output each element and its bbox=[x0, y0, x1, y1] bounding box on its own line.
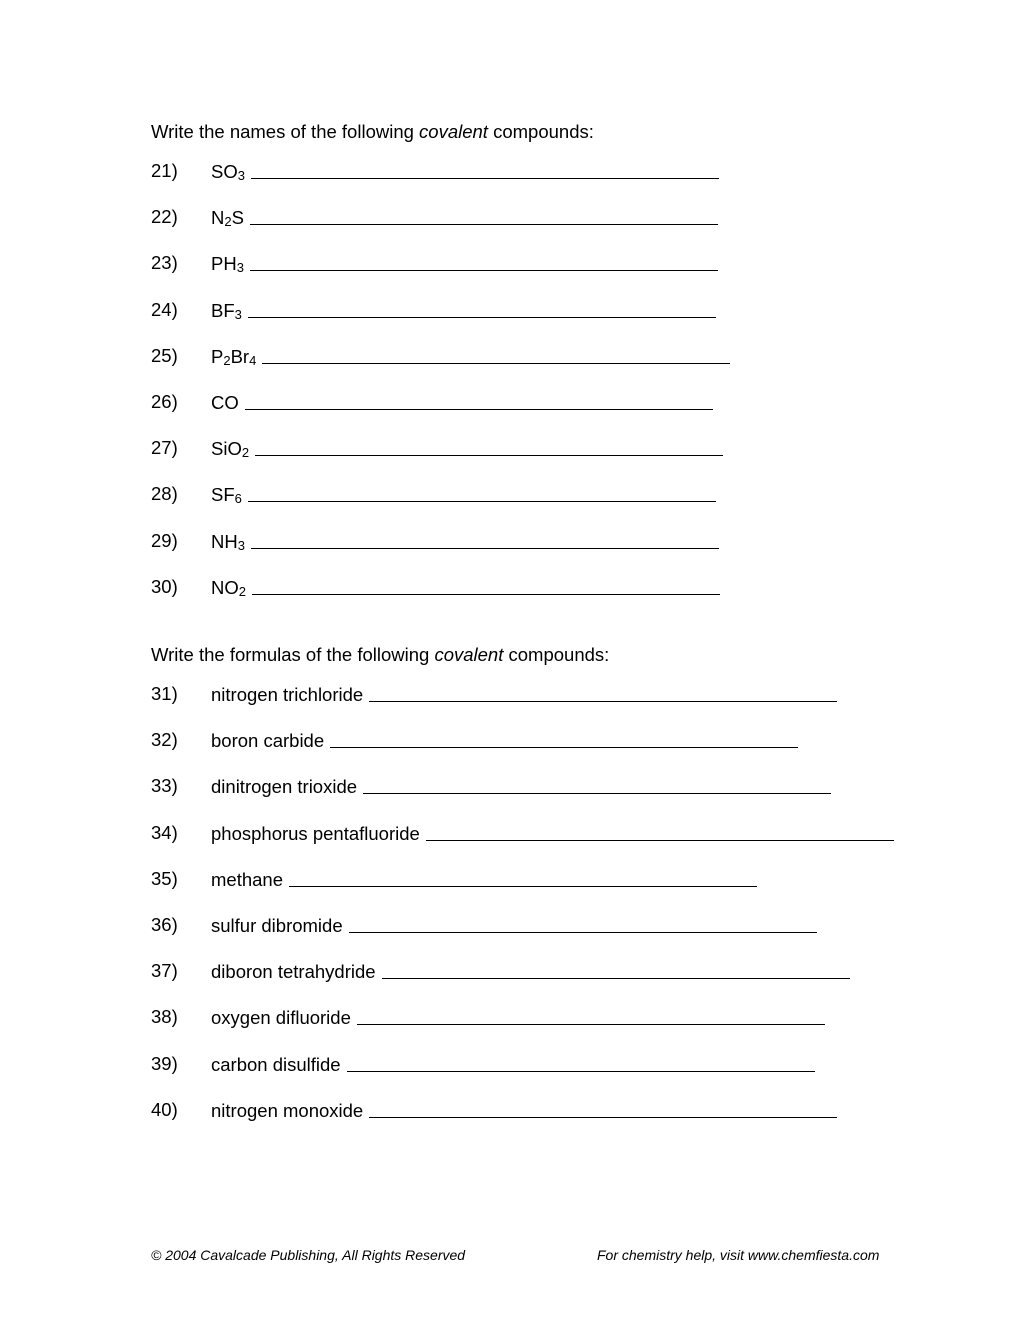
question-prompt bbox=[211, 775, 831, 798]
question-item bbox=[151, 206, 911, 252]
question-number: 25) bbox=[151, 344, 178, 366]
answer-blank[interactable] bbox=[369, 683, 837, 702]
question-prompt bbox=[211, 576, 720, 599]
question-item bbox=[151, 252, 911, 298]
question-item bbox=[151, 729, 911, 775]
section-2-question-list bbox=[151, 683, 911, 1145]
question-item bbox=[151, 391, 911, 437]
question-prompt bbox=[211, 960, 850, 983]
section-1-heading bbox=[151, 121, 594, 143]
question-item bbox=[151, 576, 911, 622]
section-2-heading bbox=[151, 644, 609, 666]
question-item bbox=[151, 437, 911, 483]
section-1-question-list bbox=[151, 160, 911, 622]
prompt-text: PH bbox=[211, 253, 237, 275]
answer-blank[interactable] bbox=[347, 1053, 815, 1072]
answer-blank[interactable] bbox=[382, 960, 850, 979]
answer-blank[interactable] bbox=[252, 576, 720, 595]
answer-blank[interactable] bbox=[289, 868, 757, 887]
question-number: 35) bbox=[151, 867, 178, 889]
question-prompt bbox=[211, 729, 798, 752]
answer-blank[interactable] bbox=[251, 530, 719, 549]
question-prompt bbox=[211, 160, 719, 183]
question-item bbox=[151, 345, 911, 391]
question-prompt bbox=[211, 1006, 825, 1029]
answer-blank[interactable] bbox=[349, 914, 817, 933]
copyright-footer: © 2004 Cavalcade Publishing, All Rights Reserved bbox=[151, 1247, 466, 1263]
formula-subscript: 6 bbox=[234, 491, 242, 507]
question-number: 37) bbox=[151, 960, 178, 982]
prompt-text: diboron tetrahydride bbox=[211, 961, 376, 983]
question-prompt bbox=[211, 868, 757, 891]
prompt-text: oxygen difluoride bbox=[211, 1007, 351, 1029]
section-1-heading-post: compounds: bbox=[487, 121, 594, 142]
question-number: 32) bbox=[151, 729, 178, 751]
formula-subscript: 3 bbox=[237, 537, 245, 553]
formula-subscript: 3 bbox=[234, 306, 242, 322]
answer-blank[interactable] bbox=[363, 775, 831, 794]
question-number: 26) bbox=[151, 390, 178, 412]
prompt-text: SiO bbox=[211, 438, 242, 460]
prompt-text: boron carbide bbox=[211, 730, 325, 752]
question-item bbox=[151, 1099, 911, 1145]
formula-subscript: 2 bbox=[238, 583, 246, 599]
question-number: 36) bbox=[151, 913, 178, 935]
question-prompt bbox=[211, 822, 894, 845]
section-1-heading-emphasis: covalent bbox=[419, 121, 488, 142]
prompt-text: SF bbox=[211, 484, 235, 506]
question-prompt bbox=[211, 252, 718, 275]
prompt-text: P bbox=[211, 345, 224, 367]
section-2-heading-emphasis: covalent bbox=[434, 644, 504, 665]
question-item bbox=[151, 868, 911, 914]
prompt-text: sulfur dibromide bbox=[211, 914, 343, 936]
prompt-text: nitrogen trichloride bbox=[211, 684, 364, 705]
prompt-text: nitrogen monoxide bbox=[211, 1099, 364, 1121]
question-prompt bbox=[211, 391, 713, 414]
question-number: 27) bbox=[151, 437, 178, 459]
formula-subscript: 3 bbox=[237, 168, 245, 183]
question-number: 28) bbox=[151, 483, 178, 505]
prompt-text: carbon disulfide bbox=[211, 1053, 341, 1075]
formula-subscript: 2 bbox=[223, 352, 231, 368]
question-item bbox=[151, 914, 911, 960]
question-number: 38) bbox=[151, 1006, 178, 1028]
help-footer: For chemistry help, visit www.chemfiesta.com bbox=[597, 1247, 880, 1263]
question-prompt bbox=[211, 683, 837, 706]
prompt-text: dinitrogen trioxide bbox=[211, 776, 358, 798]
section-1-heading-pre: Write the names of the following bbox=[151, 121, 420, 142]
prompt-text: BF bbox=[211, 299, 235, 321]
question-number: 24) bbox=[151, 298, 178, 320]
answer-blank[interactable] bbox=[248, 483, 716, 502]
question-item bbox=[151, 530, 911, 576]
prompt-text: methane bbox=[211, 868, 283, 890]
prompt-text: S bbox=[231, 207, 244, 229]
question-prompt bbox=[211, 345, 730, 368]
question-prompt bbox=[211, 483, 716, 506]
question-number: 22) bbox=[151, 206, 178, 228]
prompt-text: Br bbox=[230, 345, 250, 367]
question-item bbox=[151, 1053, 911, 1099]
question-prompt bbox=[211, 1099, 837, 1122]
section-2-heading-pre: Write the formulas of the following bbox=[151, 644, 435, 665]
question-number: 40) bbox=[151, 1098, 178, 1120]
question-number: 31) bbox=[151, 683, 178, 704]
formula-subscript: 3 bbox=[236, 260, 244, 276]
question-prompt bbox=[211, 437, 723, 460]
question-item bbox=[151, 483, 911, 529]
prompt-text: phosphorus pentafluoride bbox=[211, 822, 420, 844]
question-number: 21) bbox=[151, 160, 178, 181]
prompt-text: NH bbox=[211, 530, 238, 552]
question-prompt bbox=[211, 530, 719, 553]
question-prompt bbox=[211, 1053, 815, 1076]
question-number: 23) bbox=[151, 252, 178, 274]
formula-subscript: 2 bbox=[224, 214, 232, 230]
prompt-text: NO bbox=[211, 576, 239, 598]
question-number: 29) bbox=[151, 529, 178, 551]
question-number: 34) bbox=[151, 821, 178, 843]
question-item bbox=[151, 1006, 911, 1052]
question-item bbox=[151, 960, 911, 1006]
answer-blank[interactable] bbox=[250, 252, 718, 271]
answer-blank[interactable] bbox=[262, 345, 730, 364]
answer-blank[interactable] bbox=[369, 1099, 837, 1118]
question-prompt bbox=[211, 206, 718, 229]
answer-blank[interactable] bbox=[245, 391, 713, 410]
question-item bbox=[151, 299, 911, 345]
question-number: 33) bbox=[151, 775, 178, 797]
answer-blank[interactable] bbox=[255, 437, 723, 456]
answer-blank[interactable] bbox=[250, 206, 718, 225]
answer-blank[interactable] bbox=[357, 1006, 825, 1025]
prompt-text: CO bbox=[211, 391, 239, 413]
section-2-heading-post: compounds: bbox=[503, 644, 610, 665]
answer-blank[interactable] bbox=[330, 729, 798, 748]
question-item bbox=[151, 683, 911, 729]
question-number: 39) bbox=[151, 1052, 178, 1074]
formula-subscript: 4 bbox=[249, 352, 257, 368]
question-prompt bbox=[211, 914, 817, 937]
answer-blank[interactable] bbox=[426, 822, 894, 841]
answer-blank[interactable] bbox=[251, 160, 719, 179]
question-number: 30) bbox=[151, 575, 178, 597]
formula-subscript: 2 bbox=[241, 445, 250, 461]
question-prompt bbox=[211, 299, 716, 322]
question-item bbox=[151, 822, 911, 868]
question-item bbox=[151, 160, 911, 206]
answer-blank[interactable] bbox=[248, 299, 716, 318]
question-item bbox=[151, 775, 911, 821]
prompt-text: SO bbox=[211, 161, 238, 182]
prompt-text: N bbox=[211, 207, 225, 229]
